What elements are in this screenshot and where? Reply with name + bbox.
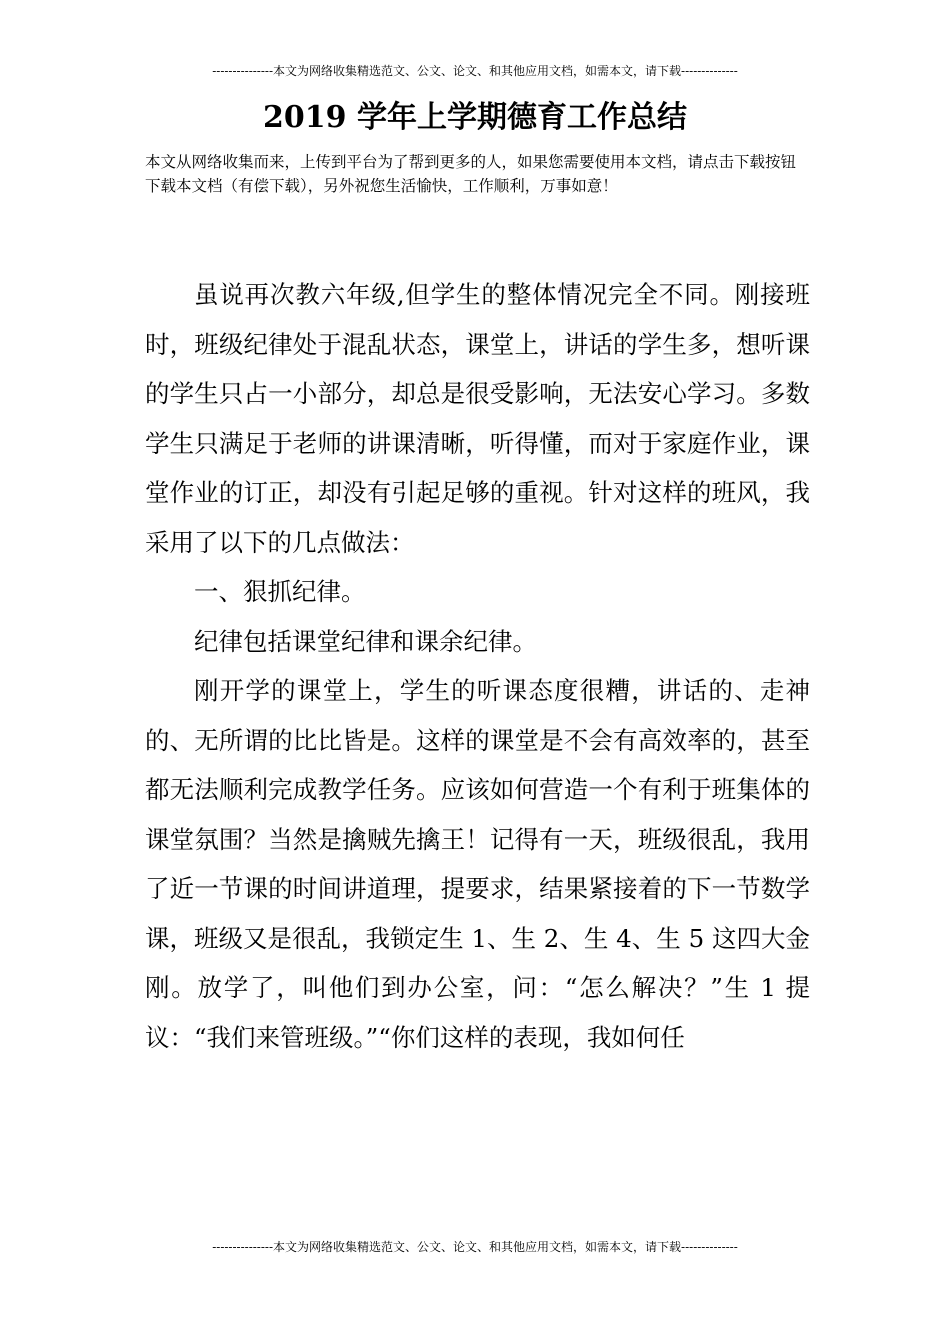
header-notice: ---------------本文为网络收集精选范文、公文、论文、和其他应用文档，如需本文，请下载--------------: [212, 64, 738, 78]
document-title: 2019 学年上学期德育工作总结: [263, 100, 687, 135]
paragraph-1: 虽说再次教六年级,但学生的整体情况完全不同。刚接班时，班级纪律处于混乱状态，课堂上，讲话的学生多，想听课的学生只占一小部分，却总是很受影响，无法安心学习。多数学生只满足于老师的讲课清晰，听得懂，而对于家庭作业，课堂作业的订正，却没有引起足够的重视。针对这样的班风，我采用了以下的几点做法：: [145, 280, 810, 557]
intro-note: 本文从网络收集而来，上传到平台为了帮到更多的人，如果您需要使用本文档，请点击下载按钮下载本文档（有偿下载），另外祝您生活愉快，工作顺利，万事如意！: [145, 153, 797, 195]
paragraph-4: 刚开学的课堂上，学生的听课态度很糟，讲话的、走神的、无所谓的比比皆是。这样的课堂是不会有高效率的，甚至都无法顺利完成教学任务。应该如何营造一个有利于班集体的课堂氛围？当然是擒贼先擒王！记得有一天，班级很乱，我用了近一节课的时间讲道理，提要求，结果紧接着的下一节数学课，班级又是很乱，我锁定生 1、生 2、生 4、生 5 这四大金刚。放学了，叫他们到办公室，问：“怎么解决？”生 1 提议：“我们来管班级。”“你们这样的表现，我如何任: [145, 676, 810, 1052]
document-body: [145, 270, 810, 1062]
paragraph-3: 纪律包括课堂纪律和课余纪律。: [194, 626, 537, 656]
paragraph-2-heading: 一、狠抓纪律。: [194, 577, 366, 606]
footer-notice: ---------------本文为网络收集精选范文、公文、论文、和其他应用文档，如需本文，请下载--------------: [212, 1240, 738, 1254]
